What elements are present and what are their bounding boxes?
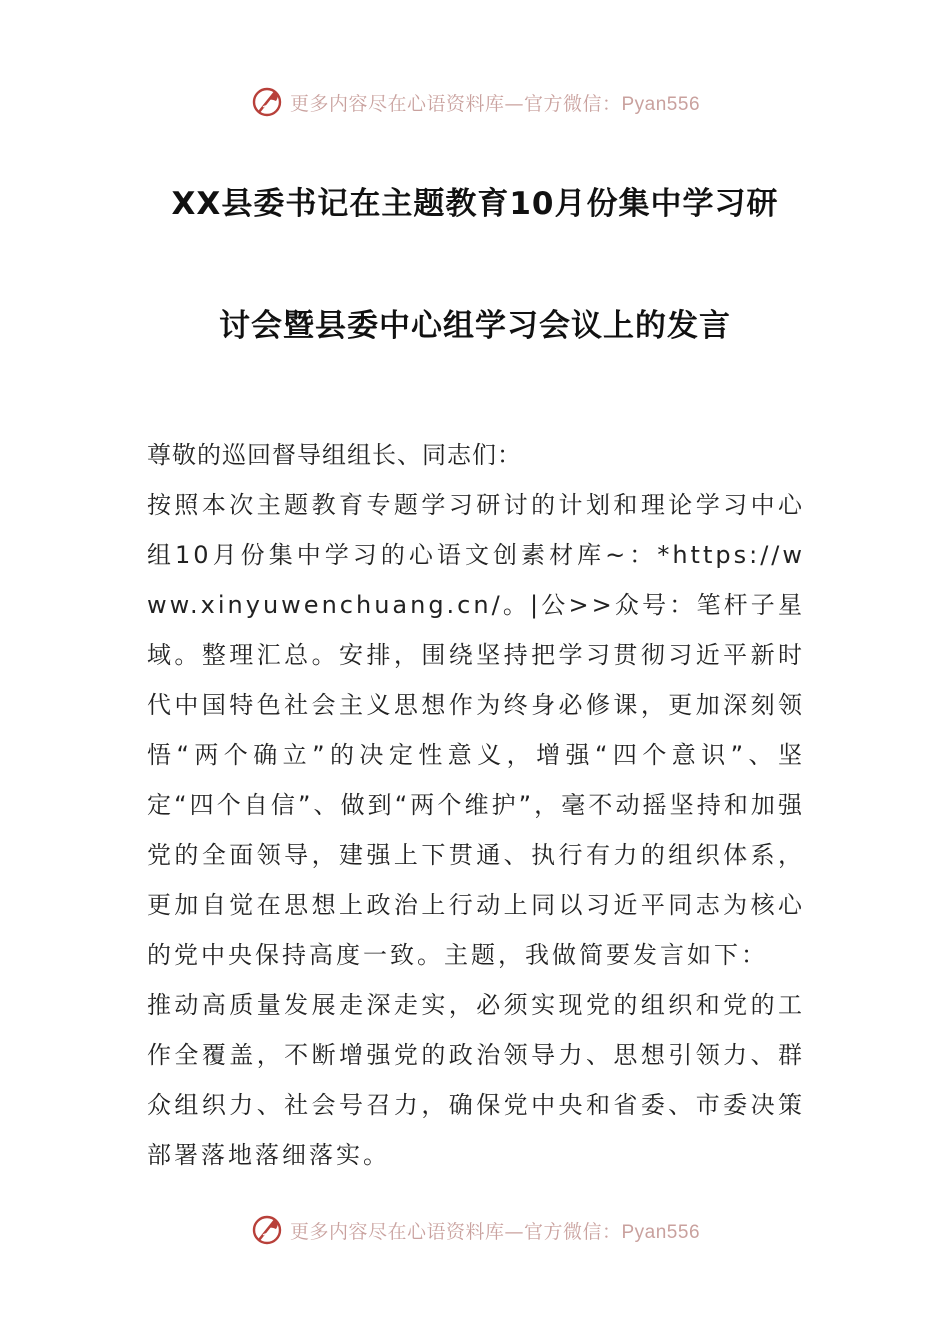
footer-watermark-wechat-id: Pyan556 (621, 1221, 701, 1243)
footer-watermark-banner (0, 1210, 950, 1250)
header-watermark-wechat-id: Pyan556 (621, 93, 701, 115)
body-paragraph-2: 推动高质量发展走深走实，必须实现党的组织和党的工作全覆盖，不断增强党的政治领导力、思想引领力、群众组织力、社会号召力，确保党中央和省委、市委决策部署落地落细落实。 (147, 991, 805, 1169)
footer-watermark-separator: — (504, 1220, 524, 1243)
header-watermark-site: 更多内容尽在心语资料库 (289, 92, 505, 115)
header-watermark-official: 官方微信： (523, 92, 622, 115)
body-paragraph-1: 按照本次主题教育专题学习研讨的计划和理论学习中心组10月份集中学习的心语文创素材库~：*https://www.xinyuwenchuang.cn/。|公>>众号：笔杆子星域。整理汇总。安排，围绕坚持把学习贯彻习近平新时代中国特色社会主义思想作为终身必修课，更加深刻领悟“两个确立”的决定性意义，增强“四个意识”、坚定“四个自信”、做到“两个维护”，毫不动摇坚持和加强党的全面领导，建强上下贯通、执行有力的组织体系，更加自觉在思想上政治上行动上同以习近平同志为核心的党中央保持高度一致。主题，我做简要发言如下： (147, 491, 805, 969)
document-body (147, 430, 805, 1180)
header-watermark-banner (0, 82, 950, 122)
footer-watermark-official: 官方微信： (523, 1220, 622, 1243)
document-title-line-2: 讨会暨县委中心组学习会议上的发言 (219, 308, 731, 344)
quill-logo-icon (250, 1213, 284, 1247)
footer-watermark-text (290, 1217, 700, 1244)
footer-watermark-site: 更多内容尽在心语资料库 (289, 1220, 505, 1243)
quill-logo-icon (250, 85, 284, 119)
salutation: 尊敬的巡回督导组组长、同志们： (147, 441, 522, 469)
header-watermark-text (290, 89, 700, 116)
header-watermark-separator: — (504, 92, 524, 115)
document-title-line-1: XX县委书记在主题教育10月份集中学习研 (171, 186, 779, 222)
